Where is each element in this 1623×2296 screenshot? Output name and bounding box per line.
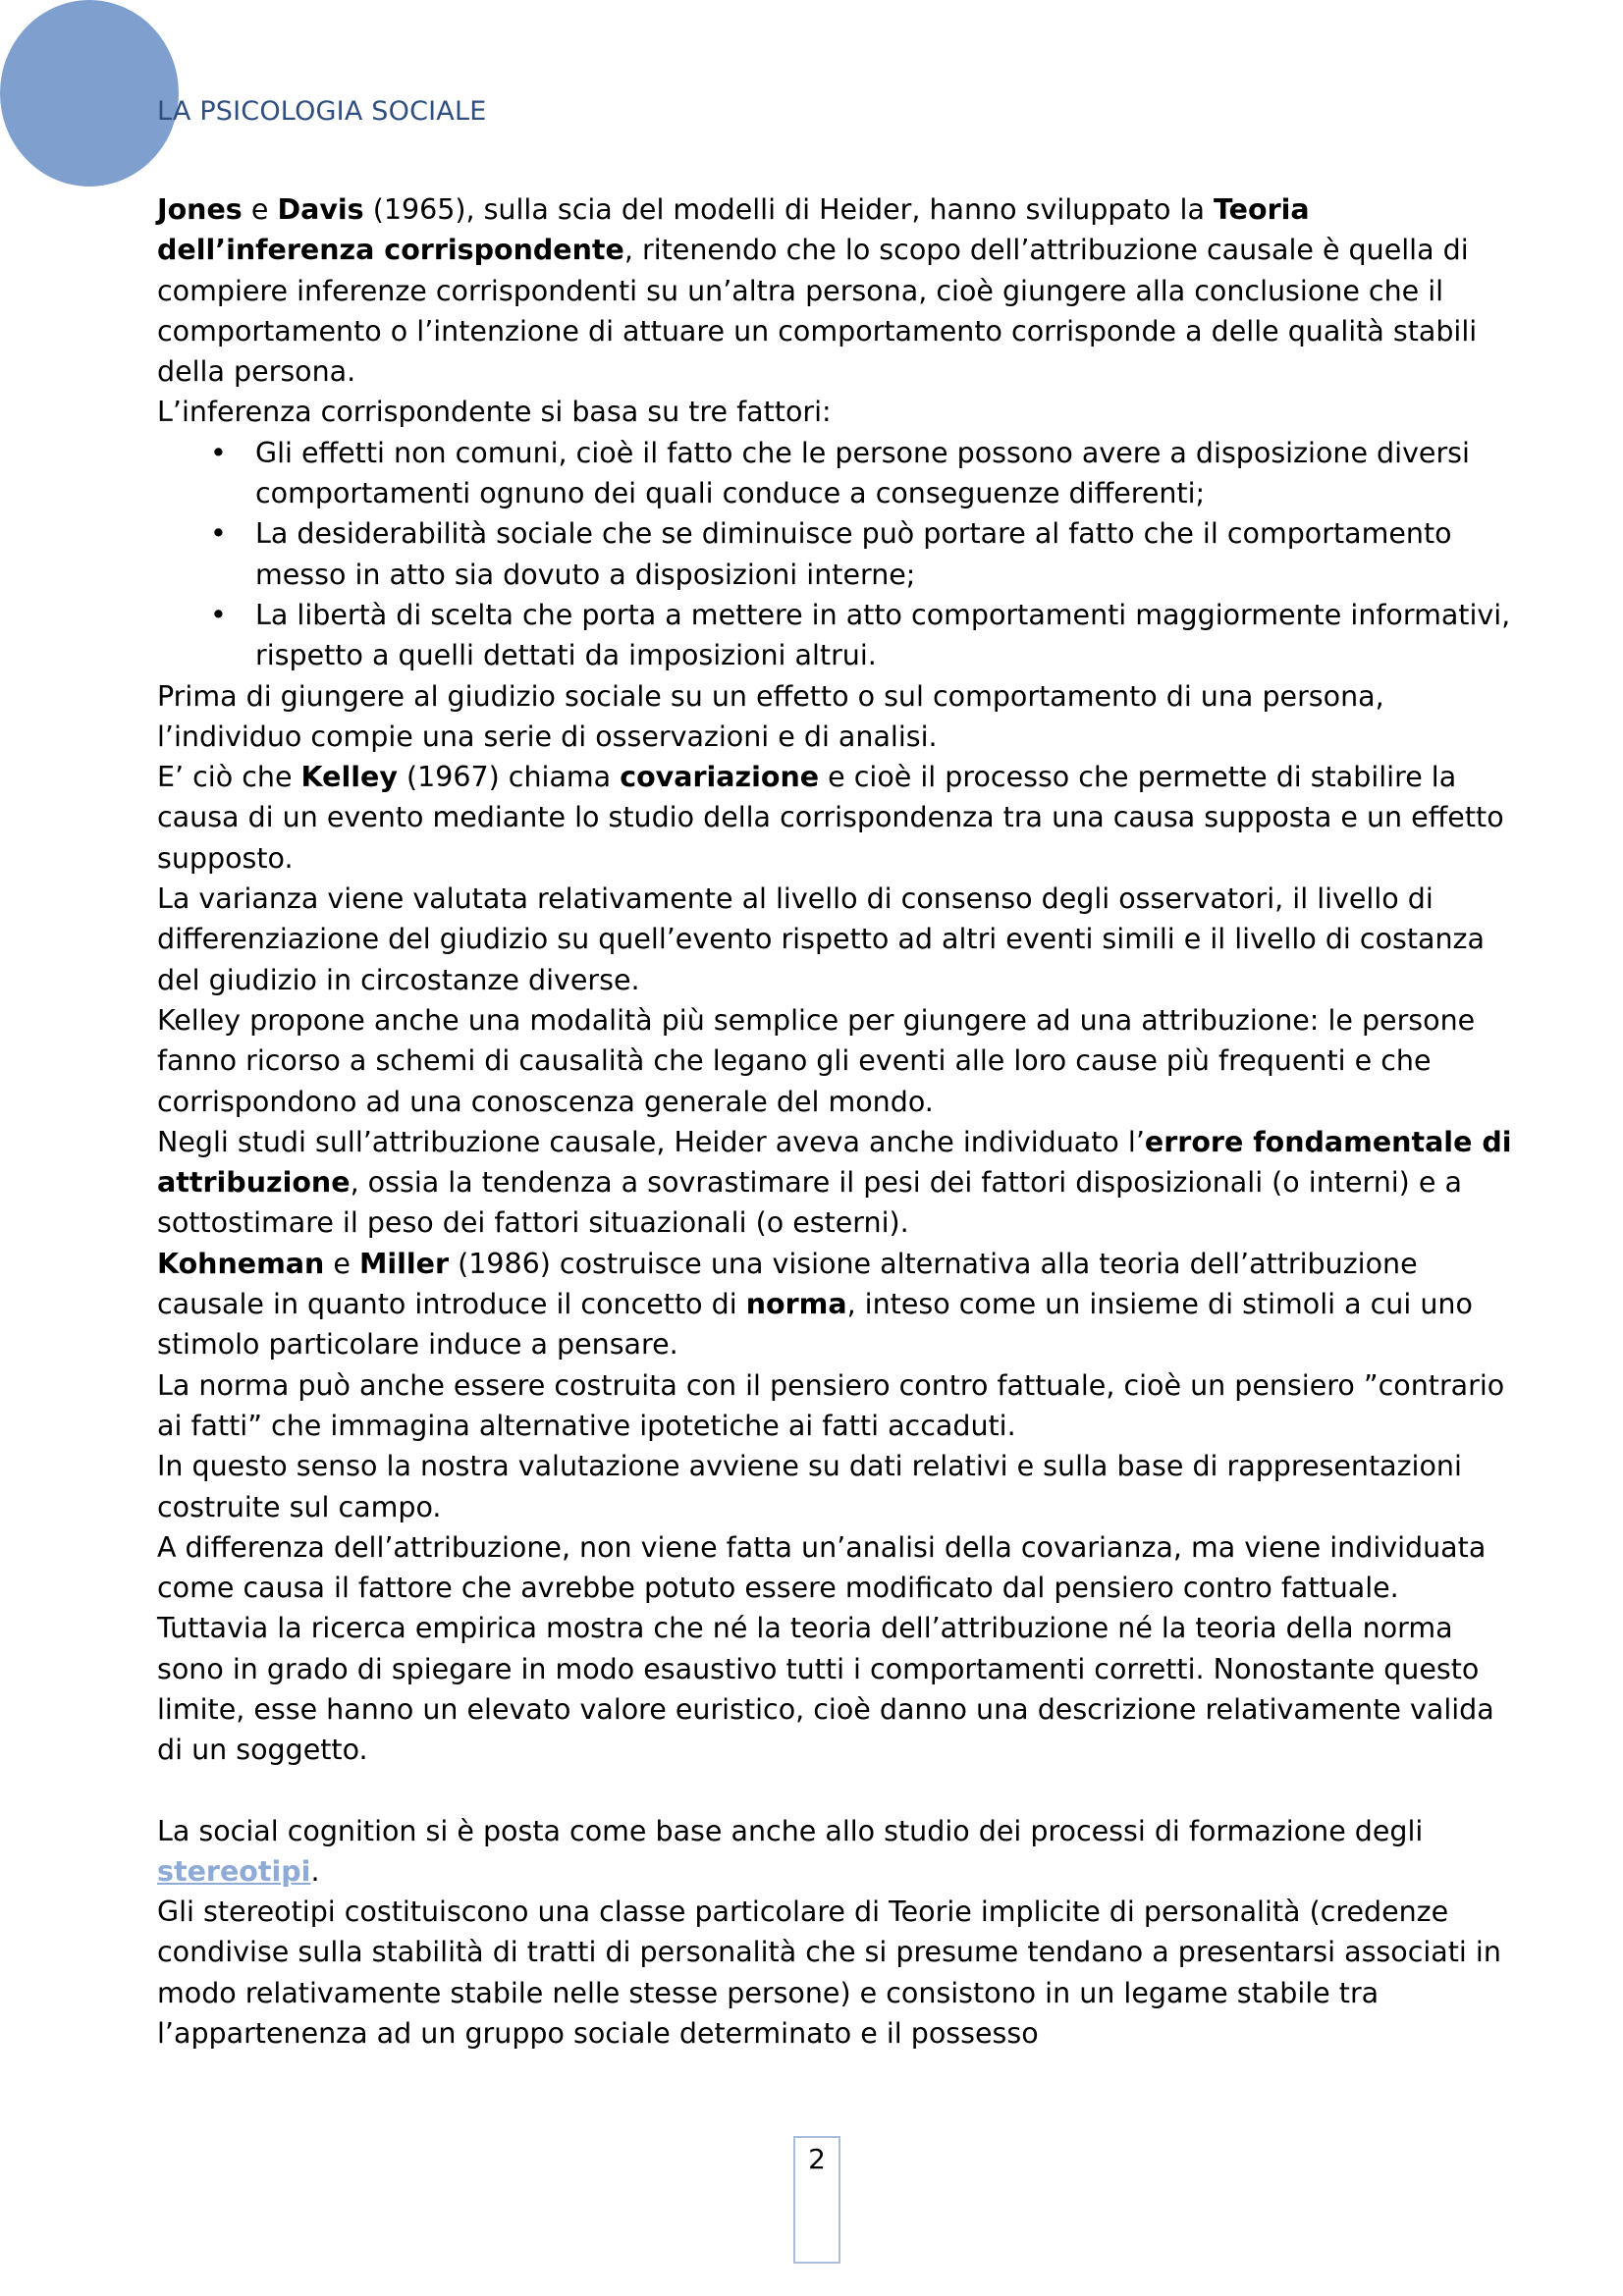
- page-number: 2: [808, 2143, 826, 2175]
- stereotipi-link[interactable]: stereotipi: [157, 1854, 311, 1888]
- bold-term: Davis: [277, 193, 364, 226]
- bold-term: Kohneman: [157, 1247, 325, 1280]
- paragraph-kelley: E’ ciò che Kelley (1967) chiama covariazione e cioè il processo che permette di stabilire la causa di un evento mediante lo studio della corrispondenza tra una causa supposta e un effetto supposto.: [157, 761, 1504, 875]
- factors-list: [157, 433, 1512, 676]
- bold-term: Kelley: [300, 761, 398, 794]
- paragraph-errore-fondamentale: Negli studi sull’attribuzione causale, Heider aveva anche individuato l’errore fondamentale di attribuzione, ossia la tendenza a sovrastimare il pesi dei fattori disposizionali (o interni) e a sottostimare il peso dei fattori situazionali (o esterni).: [157, 1125, 1512, 1240]
- bold-term: Jones: [157, 193, 243, 226]
- paragraph-social-cognition: La social cognition si è posta come base anche allo studio dei processi di formazione degli stereotipi.: [157, 1814, 1424, 1888]
- paragraph: Gli stereotipi costituiscono una classe particolare di Teorie implicite di personalità (credenze condivise sulla stabilità di tratti di personalità che si presume tendano a presentarsi associati in modo relativamente stabile nelle stesse persone) e consistono in un legame stabile tra l’appartenenza ad un gruppo sociale determinato e il possesso: [157, 1896, 1501, 2051]
- document-body: [157, 189, 1512, 2054]
- bold-term: Miller: [358, 1247, 450, 1280]
- list-item: • La libertà di scelta che porta a mettere in atto comportamenti maggiormente informativi, rispetto a quelli dettati da imposizioni altrui.: [255, 595, 1512, 676]
- paragraph: Tuttavia la ricerca empirica mostra che né la teoria dell’attribuzione né la teoria della norma sono in grado di spiegare in modo esaustivo tutti i comportamenti corretti. Nonostante questo limite, esse hanno un elevato valore euristico, cioè danno una descrizione relativamente valida di un soggetto.: [157, 1612, 1494, 1767]
- blank-line: [157, 1771, 1512, 1811]
- paragraph: Prima di giungere al giudizio sociale su un effetto o sul comportamento di una persona, l’individuo compie una serie di osservazioni e di analisi.: [157, 679, 1384, 753]
- paragraph: A differenza dell’attribuzione, non viene fatta un’analisi della covarianza, ma viene individuata come causa il fattore che avrebbe potuto essere modificato dal pensiero contro fattuale.: [157, 1530, 1487, 1605]
- paragraph-kohneman-miller: Kohneman e Miller (1986) costruisce una visione alternativa alla teoria dell’attribuzione causale in quanto introduce il concetto di norma, inteso come un insieme di stimoli a cui uno stimolo particolare induce a pensare.: [157, 1247, 1473, 1362]
- paragraph: La varianza viene valutata relativamente al livello di consenso degli osservatori, il livello di differenziazione del giudizio su quell’evento rispetto ad altri eventi simili e il livello di costanza del giudizio in circostanze diverse.: [157, 882, 1485, 996]
- bold-term: covariazione: [620, 761, 820, 794]
- paragraph-three-factors: L’inferenza corrispondente si basa su tre fattori:: [157, 396, 832, 429]
- page-header-title: LA PSICOLOGIA SOCIALE: [157, 96, 487, 127]
- list-item: • La desiderabilità sociale che se diminuisce può portare al fatto che il comportamento messo in atto sia dovuto a disposizioni interne;: [255, 513, 1512, 595]
- bold-term: Teoria dell’inferenza corrispondente: [157, 193, 1310, 267]
- paragraph: Kelley propone anche una modalità più semplice per giungere ad una attribuzione: le persone fanno ricorso a schemi di causalità che legano gli eventi alle loro cause più frequenti e che corrispondono ad una conoscenza generale del mondo.: [157, 1003, 1476, 1118]
- paragraph-jones-davis: Jones e Davis (1965), sulla scia del modelli di Heider, hanno sviluppato la Teoria dell’inferenza corrispondente, ritenendo che lo scopo dell’attribuzione causale è quella di compiere inferenze corrispondenti su un’altra persona, cioè giungere alla conclusione che il comportamento o l’intenzione di attuare un comportamento corrisponde a delle qualità stabili della persona.: [157, 193, 1478, 389]
- paragraph: La norma può anche essere costruita con il pensiero contro fattuale, cioè un pensiero ”contrario ai fatti” che immagina alternative ipotetiche ai fatti accaduti.: [157, 1368, 1505, 1442]
- bold-term: norma: [745, 1288, 847, 1321]
- header-decoration-circle: [0, 0, 179, 187]
- paragraph: In questo senso la nostra valutazione avviene su dati relativi e sulla base di rappresentazioni costruite sul campo.: [157, 1450, 1462, 1523]
- bold-term: errore fondamentale di attribuzione: [157, 1125, 1512, 1200]
- list-item: • Gli effetti non comuni, cioè il fatto che le persone possono avere a disposizione diversi comportamenti ognuno dei quali conduce a conseguenze differenti;: [255, 433, 1512, 514]
